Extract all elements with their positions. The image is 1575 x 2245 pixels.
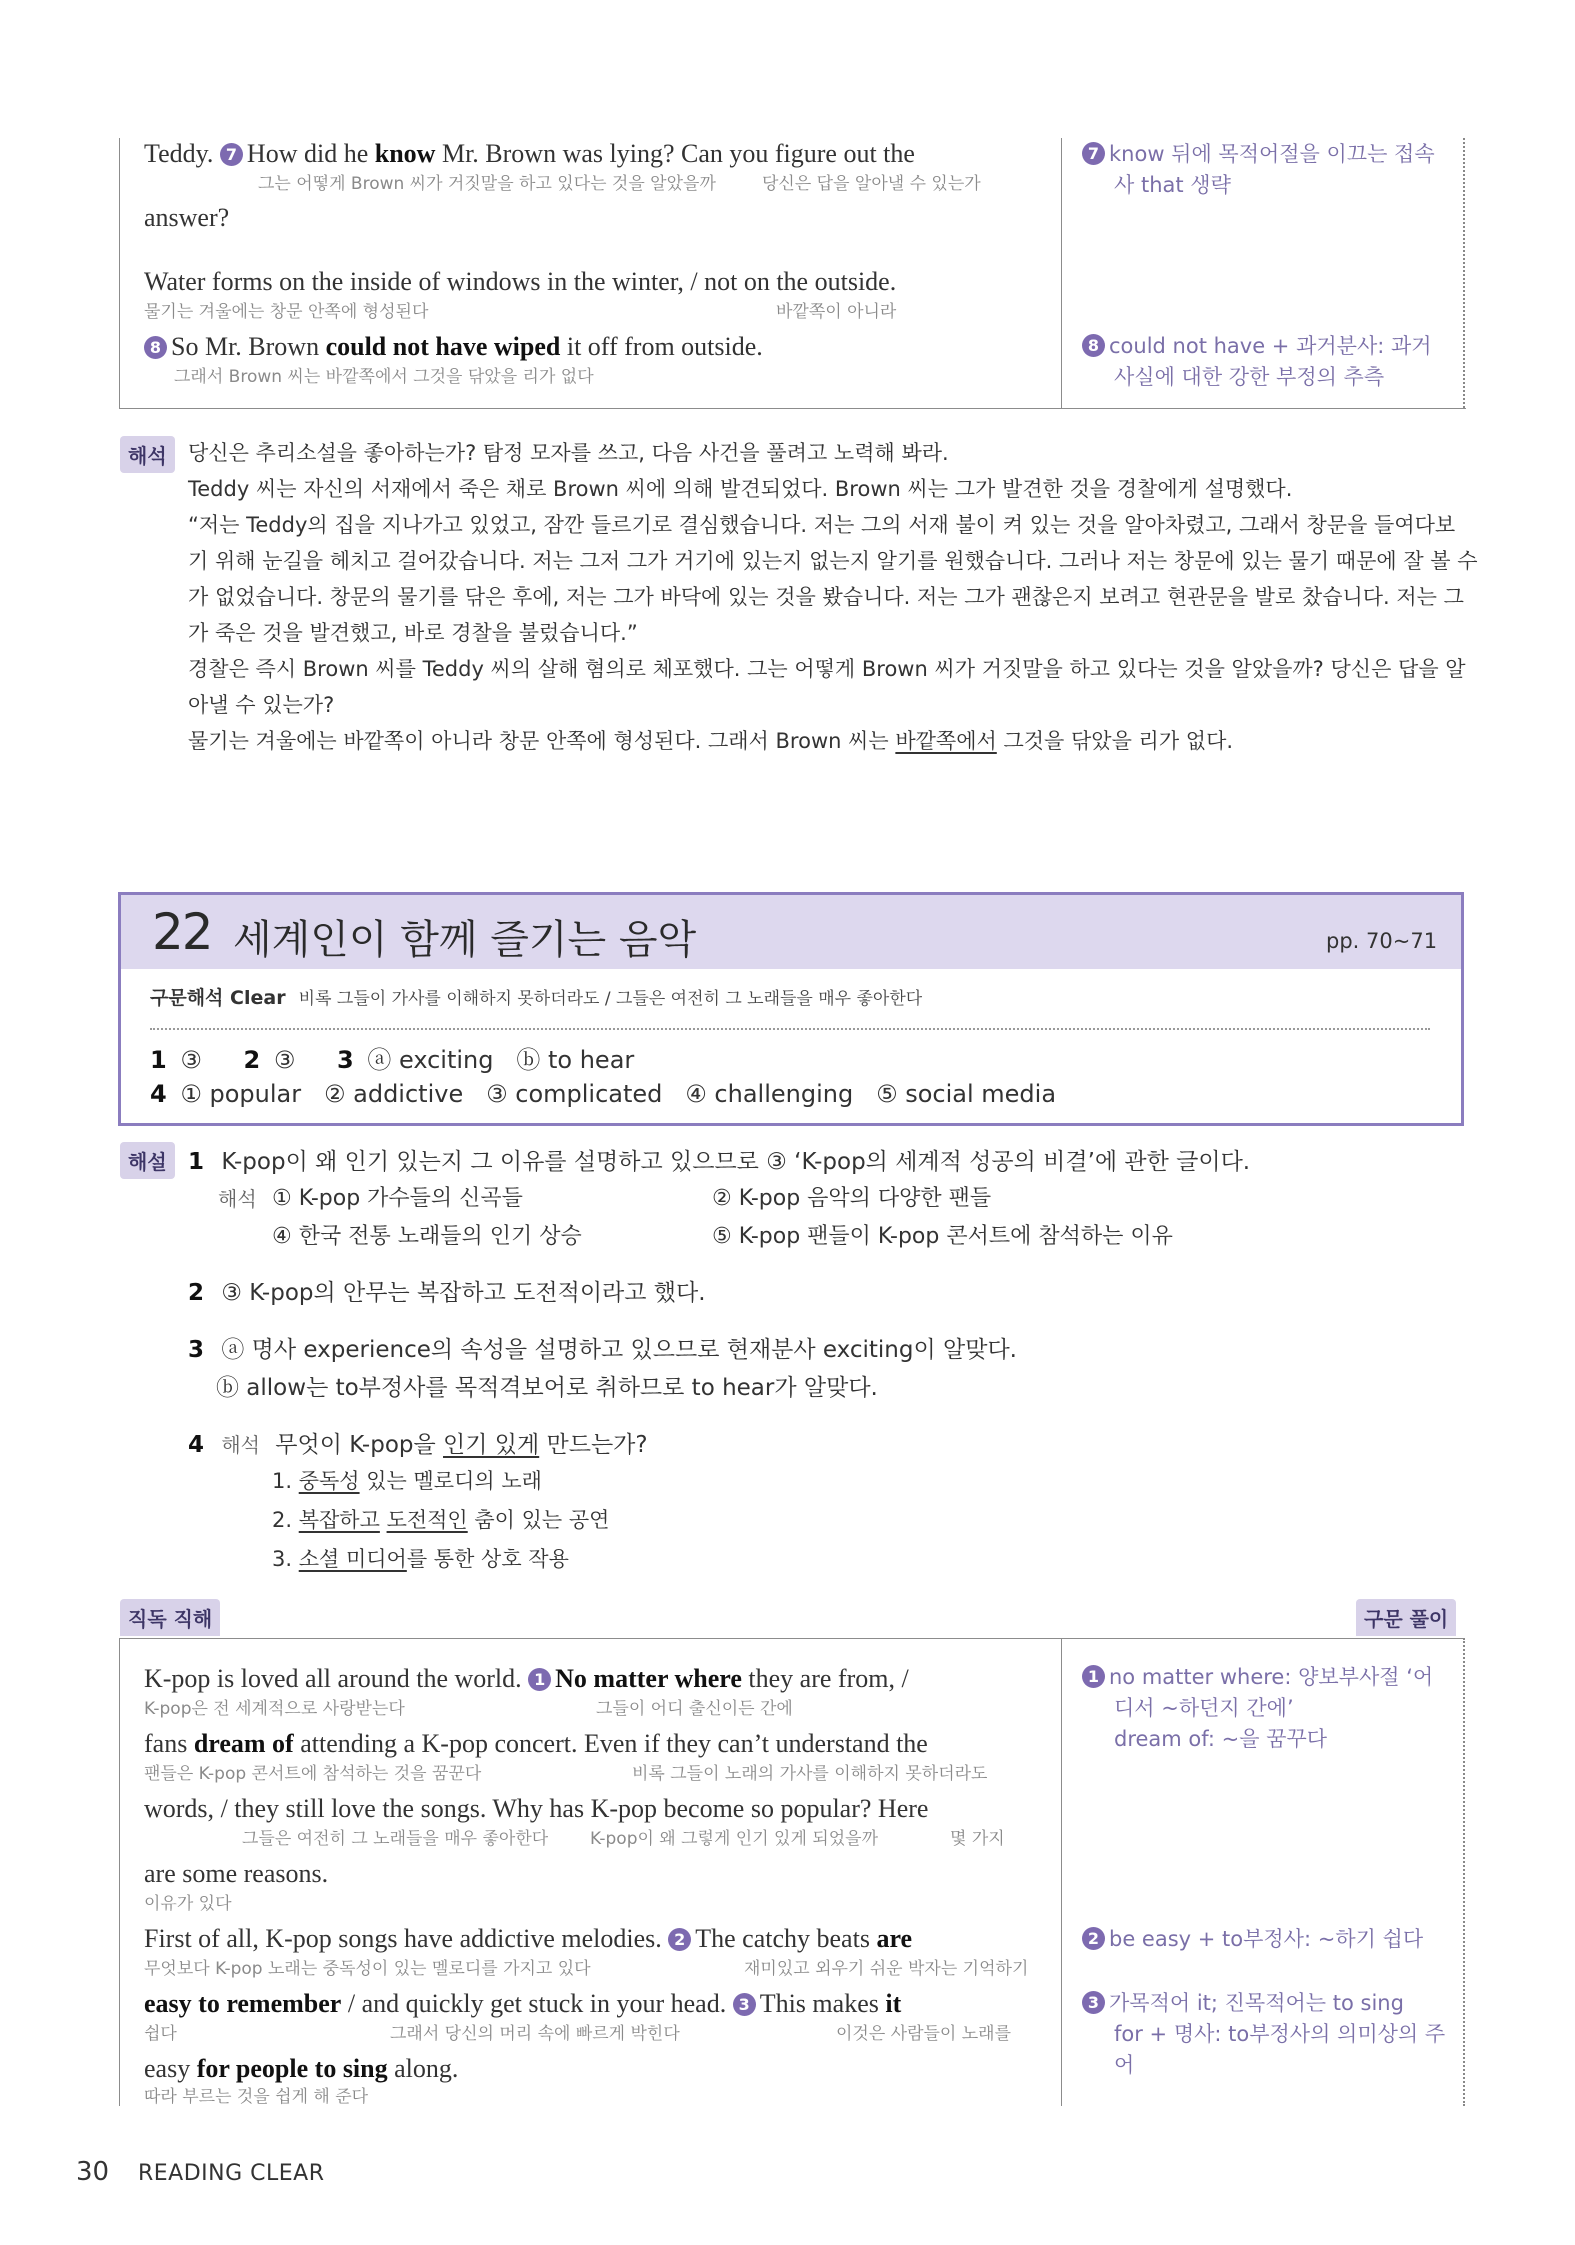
reading-line-3: words, / they still love the songs. Why has K-pop become so popular? Here — [144, 1794, 929, 1823]
haeseok-line-1: 당신은 추리소설을 좋아하는가? 탐정 모자를 쓰고, 다음 사건을 풀려고 노력해 봐라. — [188, 441, 949, 465]
note-number-3-icon: 3 — [1082, 1991, 1105, 2014]
haeseol-q3b: ⓑ allow는 to부정사를 목적격보어로 취하므로 to hear가 알맞다. — [216, 1375, 878, 1401]
gloss-water-b: 바깥쪽이 아니라 — [776, 302, 897, 322]
gloss-r3a: 그들은 여전히 그 노래들을 매우 좋아한다 — [242, 1829, 549, 1849]
gloss-r6b: 그래서 당신의 머리 속에 빠르게 박힌다 — [390, 2024, 680, 2044]
number-7-icon: 7 — [220, 143, 243, 166]
note-number-8-icon: 8 — [1082, 334, 1105, 357]
gloss-r1a: K-pop은 전 세계적으로 사랑받는다 — [144, 1699, 405, 1719]
haeseok-line-4: 기 위해 눈길을 헤치고 걸어갔습니다. 저는 그저 그가 거기에 있는지 없는지 알기를 원했습니다. 그러나 저는 창문에 있는 물기 때문에 잘 볼 수 — [188, 549, 1478, 573]
top-box-divider — [1061, 138, 1062, 408]
left-section-tag: 직독 직해 — [120, 1599, 220, 1636]
number-2-icon: 2 — [668, 1928, 691, 1951]
gloss-r6a: 쉽다 — [144, 2024, 177, 2044]
note-number-1-icon: 1 — [1082, 1665, 1105, 1688]
gloss-r3c: 몇 가지 — [950, 1829, 1005, 1849]
haeseol-q4-item3: 3. 소셜 미디어를 통한 상호 작용 — [272, 1547, 569, 1571]
reading-box-left-border — [119, 1638, 120, 2106]
gloss-water-a: 물기는 겨울에는 창문 안쪽에 형성된다 — [144, 302, 429, 322]
sentence-7-cont: answer? — [144, 203, 230, 232]
haeseol-q1-opt3: ④ 한국 전통 노래들의 인기 상승 — [272, 1224, 582, 1249]
reading-box-right-border — [1463, 1638, 1465, 2106]
haeseok-line-6: 가 죽은 것을 발견했고, 바로 경찰을 불렀습니다.” — [188, 621, 638, 645]
answers-row-1: 1 ③ 2 ③ 3 ⓐ exciting ⓑ to hear — [150, 1046, 635, 1074]
number-8-icon: 8 — [144, 336, 167, 359]
note-number-2-icon: 2 — [1082, 1927, 1105, 1950]
sentence-water: Water forms on the inside of windows in the winter, / not on the outside. — [144, 267, 897, 296]
haeseol-q1-opt4: ⑤ K-pop 팬들이 K-pop 콘서트에 참석하는 이유 — [712, 1224, 1173, 1249]
note-8: 8 could not have + 과거분사: 과거 사실에 대한 강한 부정의 추측 — [1082, 331, 1432, 393]
top-box-right-border — [1463, 138, 1465, 408]
gloss-r4: 이유가 있다 — [144, 1894, 232, 1914]
reading-line-1: K-pop is loved all around the world. 1 No matter where they are from, / — [144, 1664, 909, 1693]
haeseol-q3a: 3 ⓐ 명사 experience의 속성을 설명하고 있으므로 현재분사 exciting이 알맞다. — [188, 1337, 1017, 1363]
reading-box-top-border — [119, 1638, 1463, 1639]
unit-pages: pp. 70~71 — [1326, 929, 1438, 953]
gloss-r5a: 무엇보다 K-pop 노래는 중독성이 있는 멜로디를 가지고 있다 — [144, 1959, 591, 1979]
haeseol-q1-opt2: ② K-pop 음악의 다양한 팬들 — [712, 1186, 992, 1211]
haeseok-tag: 해석 — [120, 436, 175, 473]
haeseok-line-9: 물기는 겨울에는 바깥쪽이 아니라 창문 안쪽에 형성된다. 그래서 Brown 씨는 바깥쪽에서 그것을 닦았을 리가 없다. — [188, 729, 1234, 753]
gloss-r2b: 비록 그들이 노래의 가사를 이해하지 못하더라도 — [632, 1764, 988, 1784]
haeseol-q1: 1 K-pop이 왜 인기 있는지 그 이유를 설명하고 있으므로 ③ ‘K-pop의 세계적 성공의 비결’에 관한 글이다. — [188, 1149, 1251, 1175]
clear-line: 구문해석 Clear 비록 그들이 가사를 이해하지 못하더라도 / 그들은 여전히 그 노래들을 매우 좋아한다 — [150, 987, 923, 1009]
reading-line-2: fans dream of attending a K-pop concert. Even if they can’t understand the — [144, 1729, 928, 1758]
reading-line-7: easy for people to sing along. — [144, 2054, 459, 2083]
answers-row-2: 4 ① popular ② addictive ③ complicated ④ challenging ⑤ social media — [150, 1080, 1057, 1108]
footer-title: READING CLEAR — [138, 2161, 325, 2186]
page-number: 30 — [76, 2157, 110, 2187]
haeseol-q4: 4 해석 무엇이 K-pop을 인기 있게 만드는가? — [188, 1432, 648, 1458]
number-3-icon: 3 — [733, 1993, 756, 2016]
reading-line-6: easy to remember / and quickly get stuck in your head. 3 This makes it — [144, 1989, 902, 2018]
gloss-r3b: K-pop이 왜 그렇게 인기 있게 되었을까 — [590, 1829, 878, 1849]
unit-title: 세계인이 함께 즐기는 음악 — [233, 917, 697, 963]
number-1-icon: 1 — [528, 1668, 551, 1691]
haeseol-q4-item1: 1. 중독성 있는 멜로디의 노래 — [272, 1469, 542, 1493]
note-number-7-icon: 7 — [1082, 142, 1105, 165]
gloss-r1b: 그들이 어디 출신이든 간에 — [596, 1699, 793, 1719]
reading-line-5: First of all, K-pop songs have addictive melodies. 2 The catchy beats are — [144, 1924, 913, 1953]
haeseol-tag: 해설 — [120, 1142, 175, 1179]
reading-box-divider — [1061, 1638, 1062, 2106]
haeseol-q1-label: 해석 — [218, 1187, 257, 1211]
gloss-7a: 그는 어떻게 Brown 씨가 거짓말을 하고 있다는 것을 알았을까 — [258, 174, 716, 194]
haeseok-line-7: 경찰은 즉시 Brown 씨를 Teddy 씨의 살해 혐의로 체포했다. 그는 어떻게 Brown 씨가 거짓말을 하고 있다는 것을 알았을까? 당신은 답을 알 — [188, 657, 1466, 681]
haeseok-line-8: 아낼 수 있는가? — [188, 693, 335, 717]
gloss-7b: 당신은 답을 알아낼 수 있는가 — [762, 174, 981, 194]
gloss-r7: 따라 부르는 것을 쉽게 해 준다 — [144, 2087, 369, 2107]
haeseol-q2: 2 ③ K-pop의 안무는 복잡하고 도전적이라고 했다. — [188, 1280, 706, 1306]
reading-line-4: are some reasons. — [144, 1859, 329, 1888]
note-7: 7 know 뒤에 목적어절을 이끄는 접속 사 that 생략 — [1082, 139, 1435, 201]
note-3: 3 가목적어 it; 진목적어는 to sing for + 명사: to부정사의 의미상의 주 어 — [1082, 1988, 1445, 2081]
sentence-7: Teddy. 7 How did he know Mr. Brown was lying? Can you figure out the — [144, 139, 915, 168]
haeseok-line-2: Teddy 씨는 자신의 서재에서 죽은 채로 Brown 씨에 의해 발견되었다. Brown 씨는 그가 발견한 것을 경찰에게 설명했다. — [188, 477, 1293, 501]
clear-divider — [150, 1028, 1430, 1030]
gloss-8: 그래서 Brown 씨는 바깥쪽에서 그것을 닦았을 리가 없다 — [174, 367, 594, 387]
gloss-r5b: 재미있고 외우기 쉬운 박자는 기억하기 — [744, 1959, 1029, 1979]
haeseok-line-3: “저는 Teddy의 집을 지나가고 있었고, 잠깐 들르기로 결심했습니다. 저는 그의 서재 불이 켜 있는 것을 알아차렸고, 그래서 창문을 들여다보 — [188, 513, 1456, 537]
haeseol-q1-opt1: ① K-pop 가수들의 신곡들 — [272, 1186, 523, 1211]
sentence-8: 8 So Mr. Brown could not have wiped it off from outside. — [144, 332, 763, 362]
gloss-r6c: 이것은 사람들이 노래를 — [836, 2024, 1012, 2044]
right-section-tag: 구문 풀이 — [1356, 1599, 1456, 1636]
gloss-r2a: 팬들은 K-pop 콘서트에 참석하는 것을 꿈꾼다 — [144, 1764, 482, 1784]
haeseok-line-5: 가 없었습니다. 창문의 물기를 닦은 후에, 저는 그가 바닥에 있는 것을 봤습니다. 저는 그가 괜찮은지 보려고 현관문을 발로 찼습니다. 저는 그 — [188, 585, 1464, 609]
note-2: 2 be easy + to부정사: ~하기 쉽다 — [1082, 1924, 1423, 1955]
note-1: 1 no matter where: 양보부사절 ‘어 디서 ~하던지 간에’ dream of: ~을 꿈꾸다 — [1082, 1662, 1433, 1755]
haeseol-q4-item2: 2. 복잡하고 도전적인 춤이 있는 공연 — [272, 1508, 610, 1532]
unit-number: 22 — [152, 903, 212, 961]
